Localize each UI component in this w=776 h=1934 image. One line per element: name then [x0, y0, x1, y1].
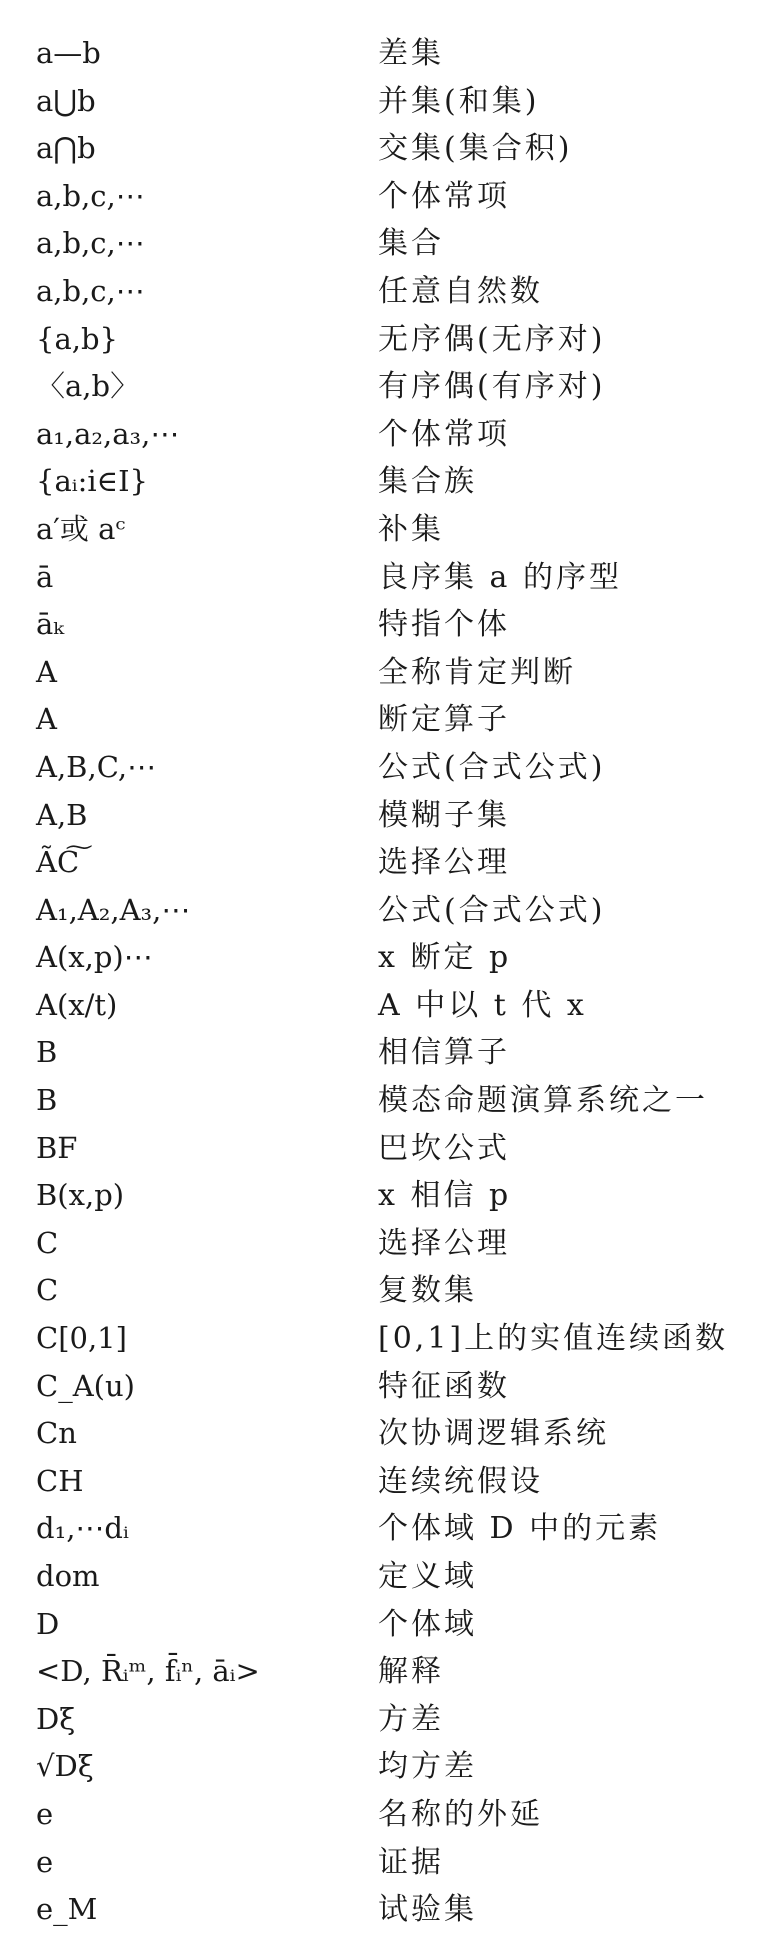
meaning-text: 巴坎公式	[378, 1130, 510, 1166]
symbol-text: 〈a,b〉	[36, 369, 140, 404]
list-item	[0, 649, 776, 697]
symbol-text: B	[36, 1035, 58, 1070]
meaning-text: 差集	[378, 36, 444, 71]
symbol-text: a⋃b	[36, 83, 96, 118]
list-item	[0, 1601, 776, 1649]
meaning-text: 证据	[378, 1844, 444, 1880]
symbol-text: a₁,a₂,a₃,⋯	[36, 416, 180, 451]
meaning-text: 个体常项	[378, 178, 510, 214]
list-item	[0, 30, 776, 78]
symbol-text: C[0,1]	[36, 1321, 127, 1356]
meaning-text: 公式(合式公式)	[378, 892, 606, 928]
symbol-text: C	[36, 1273, 59, 1308]
list-item	[0, 458, 776, 506]
list-item	[0, 696, 776, 744]
list-item	[0, 982, 776, 1030]
symbol-text: a⋂b	[36, 131, 96, 166]
symbol-text: C_A(u)	[36, 1368, 135, 1403]
list-item	[0, 554, 776, 602]
list-item	[0, 601, 776, 649]
list-item	[0, 506, 776, 554]
symbol-text: {a,b}	[36, 321, 118, 356]
meaning-text: 个体域	[378, 1606, 477, 1642]
list-item	[0, 1172, 776, 1220]
symbol-text: d₁,⋯dᵢ	[36, 1511, 129, 1546]
symbol-text: a,b,c,⋯	[36, 273, 145, 308]
symbol-text: C	[36, 1225, 59, 1260]
meaning-text: 解释	[378, 1654, 444, 1690]
list-item	[0, 1648, 776, 1696]
meaning-text: 有序偶(有序对)	[378, 369, 606, 405]
symbol-text: ÃC͠	[36, 845, 80, 880]
list-item	[0, 220, 776, 268]
symbol-text: <D, R̄ᵢᵐ, f̄ᵢⁿ, āᵢ>	[36, 1654, 260, 1689]
meaning-text: 均方差	[378, 1749, 477, 1785]
meaning-text: 特指个体	[378, 607, 510, 643]
symbol-text: A	[36, 654, 57, 689]
symbol-text: a,b,c,⋯	[36, 178, 145, 213]
symbol-text: e	[36, 1844, 54, 1879]
list-item	[0, 934, 776, 982]
meaning-text: 良序集 a 的序型	[378, 559, 622, 595]
list-item	[0, 1077, 776, 1125]
list-item	[0, 1839, 776, 1887]
symbol-text: āₖ	[36, 607, 64, 642]
list-item	[0, 1743, 776, 1791]
meaning-text: 无序偶(无序对)	[378, 321, 606, 357]
meaning-text: 断定算子	[378, 702, 510, 738]
meaning-text: 特征函数	[378, 1368, 510, 1404]
meaning-text: [0,1]上的实值连续函数	[378, 1321, 729, 1357]
list-item	[0, 1410, 776, 1458]
symbol-text: BF	[36, 1130, 78, 1165]
meaning-text: 连续统假设	[378, 1463, 543, 1499]
list-item	[0, 1267, 776, 1315]
meaning-text: 复数集	[378, 1273, 477, 1309]
symbol-text: Dξ	[36, 1701, 76, 1736]
symbol-text: B	[36, 1083, 58, 1118]
symbol-text: ā	[36, 559, 54, 594]
meaning-text: 个体常项	[378, 416, 510, 452]
meaning-text: x 断定 p	[378, 940, 512, 976]
meaning-text: 方差	[378, 1701, 444, 1737]
meaning-text: 次协调逻辑系统	[378, 1416, 609, 1452]
meaning-text: 模糊子集	[378, 797, 510, 833]
symbol-text: Cn	[36, 1416, 77, 1451]
list-item	[0, 1791, 776, 1839]
meaning-text: 个体域 D 中的元素	[378, 1511, 662, 1547]
meaning-text: 任意自然数	[378, 273, 543, 309]
list-item	[0, 78, 776, 126]
symbol-text: a′或 aᶜ	[36, 511, 126, 546]
symbol-text: dom	[36, 1559, 100, 1593]
list-item	[0, 411, 776, 459]
list-item	[0, 363, 776, 411]
symbol-text: D	[36, 1606, 60, 1641]
symbol-text: a,b,c,⋯	[36, 226, 145, 261]
meaning-text: 交集(集合积)	[378, 131, 573, 167]
symbol-list	[0, 30, 776, 1934]
symbol-text: A(x/t)	[36, 987, 118, 1022]
list-item	[0, 1696, 776, 1744]
meaning-text: 选择公理	[378, 845, 510, 881]
symbol-text: CH	[36, 1463, 84, 1498]
symbol-text: A,B,C,⋯	[36, 749, 157, 784]
list-item	[0, 744, 776, 792]
symbol-text: {aᵢ:i∈I}	[36, 464, 148, 499]
symbol-text: e_M	[36, 1892, 98, 1927]
symbol-text: A(x,p)⋯	[36, 940, 153, 975]
list-item	[0, 316, 776, 364]
list-item	[0, 125, 776, 173]
list-item	[0, 839, 776, 887]
symbol-text: √Dξ	[36, 1749, 94, 1784]
list-item	[0, 1363, 776, 1411]
meaning-text: 试验集	[378, 1892, 477, 1928]
meaning-text: 集合	[378, 226, 444, 262]
list-item	[0, 1505, 776, 1553]
list-item	[0, 1315, 776, 1363]
meaning-text: 公式(合式公式)	[378, 749, 606, 785]
meaning-text: 集合族	[378, 464, 477, 500]
list-item	[0, 1458, 776, 1506]
list-item	[0, 268, 776, 316]
list-item	[0, 173, 776, 221]
meaning-text: 相信算子	[378, 1035, 510, 1071]
meaning-text: 名称的外延	[378, 1796, 543, 1832]
meaning-text: A 中以 t 代 x	[378, 987, 587, 1023]
meaning-text: 补集	[378, 511, 444, 547]
list-item	[0, 1029, 776, 1077]
list-item	[0, 1220, 776, 1268]
meaning-text: 选择公理	[378, 1225, 510, 1261]
list-item	[0, 887, 776, 935]
list-item	[0, 1886, 776, 1934]
symbol-text: A	[36, 702, 57, 737]
symbol-text: B(x,p)	[36, 1178, 125, 1213]
meaning-text: 模态命题演算系统之一	[378, 1083, 708, 1119]
symbol-text: A,B	[36, 797, 88, 832]
list-item	[0, 1125, 776, 1173]
meaning-text: x 相信 p	[378, 1178, 512, 1214]
symbol-text: a—b	[36, 36, 101, 70]
list-item	[0, 792, 776, 840]
symbol-text: e	[36, 1796, 54, 1831]
meaning-text: 全称肯定判断	[378, 654, 576, 690]
meaning-text: 定义域	[378, 1559, 477, 1594]
symbol-text: A₁,A₂,A₃,⋯	[36, 892, 191, 927]
list-item	[0, 1553, 776, 1601]
meaning-text: 并集(和集)	[378, 83, 540, 119]
